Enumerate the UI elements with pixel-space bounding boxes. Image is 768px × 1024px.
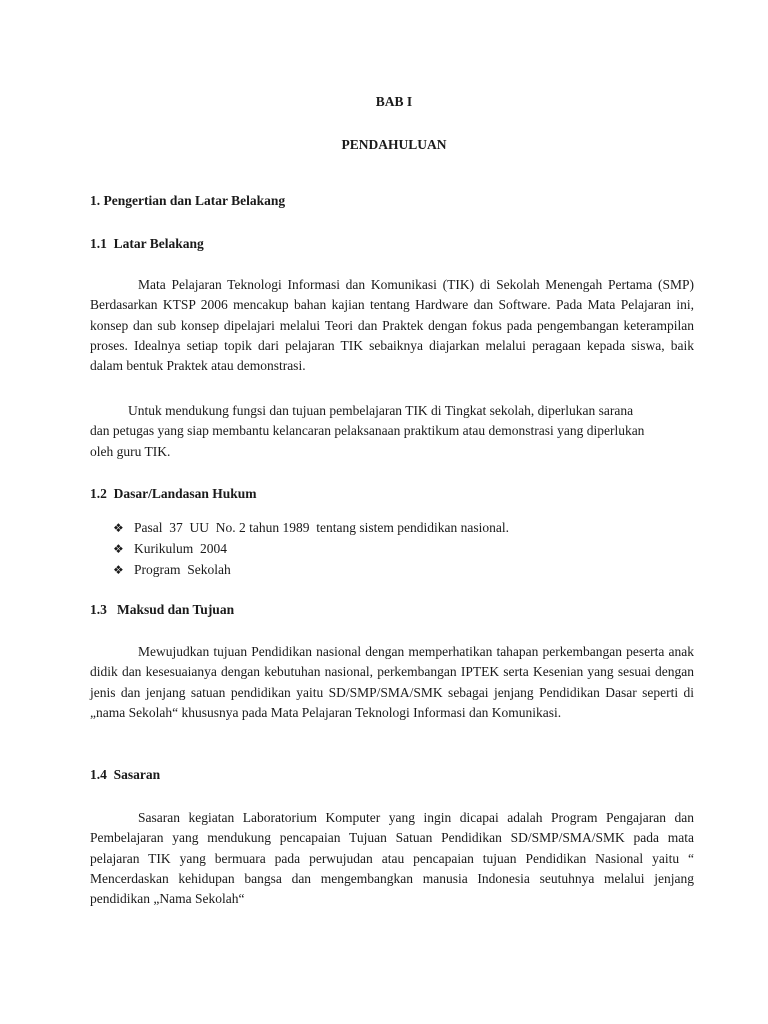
diamond-bullet-icon: ❖ bbox=[113, 563, 124, 577]
list-item bbox=[113, 517, 509, 538]
section-1-heading: 1. Pengertian dan Latar Belakang bbox=[90, 193, 286, 208]
chapter-number: BAB I bbox=[375, 94, 413, 109]
list-item bbox=[113, 538, 509, 559]
latar-belakang-paragraph-2: Untuk mendukung fungsi dan tujuan pembelajaran TIK di Tingkat sekolah, diperlukan sarana dan petugas yang siap membantu kelancaran pelaksanaan praktikum atau demonstrasi yang diperlukan oleh guru TIK. bbox=[90, 403, 645, 459]
legal-basis-list bbox=[113, 517, 509, 580]
section-1-1-heading: 1.1 Latar Belakang bbox=[90, 236, 204, 251]
sasaran-paragraph: Sasaran kegiatan Laboratorium Komputer yang ingin dicapai adalah Program Pengajaran dan Pembelajaran yang mendukung pencapaian Tujuan Satuan Pendidikan SD/SMP/SMA/SMK pada mata pelajaran TIK yang bermuara pada perwujudan atau pencapaian tujuan Pendidikan Nasional yaitu “ Mencerdaskan kehidupan bangsa dan mengembangkan manusia Indonesia seutuhnya melalui jenjang pendidikan „Nama Sekolah“ bbox=[90, 810, 694, 907]
list-item-text: Program Sekolah bbox=[134, 562, 231, 577]
maksud-tujuan-paragraph: Mewujudkan tujuan Pendidikan nasional dengan memperhatikan tahapan perkembangan peserta anak didik dan kesesuaianya dengan kebutuhan nasional, perkembangan IPTEK serta Kesenian yang sesuai dengan jenis dan jenjang satuan pendidikan yaitu SD/SMP/SMA/SMK sebagai jenjang Pendidikan Dasar seperti di „nama Sekolah“ khususnya pada Mata Pelajaran Teknologi Informasi dan Komunikasi. bbox=[90, 644, 694, 720]
section-1-2-heading: 1.2 Dasar/Landasan Hukum bbox=[90, 486, 257, 501]
diamond-bullet-icon: ❖ bbox=[113, 521, 124, 535]
diamond-bullet-icon: ❖ bbox=[113, 542, 124, 556]
list-item bbox=[113, 559, 509, 580]
list-item-text: Pasal 37 UU No. 2 tahun 1989 tentang sistem pendidikan nasional. bbox=[134, 520, 509, 535]
section-1-4-heading: 1.4 Sasaran bbox=[90, 767, 161, 782]
latar-belakang-paragraph-1: Mata Pelajaran Teknologi Informasi dan Komunikasi (TIK) di Sekolah Menengah Pertama (SMP) Berdasarkan KTSP 2006 mencakup bahan kajian tentang Hardware dan Software. Pada Mata Pelajaran ini, konsep dan sub konsep dipelajari melalui Teori dan Praktek dengan fokus pada pengembangan keterampilan proses. Idealnya setiap topik dari pelajaran TIK sebaiknya diajarkan melalui peragaan kepada siswa, baik dalam bentuk Praktek atau demonstrasi. bbox=[90, 277, 694, 374]
list-item-text: Kurikulum 2004 bbox=[134, 541, 227, 556]
chapter-title: PENDAHULUAN bbox=[341, 137, 447, 152]
section-1-3-heading: 1.3 Maksud dan Tujuan bbox=[90, 602, 235, 617]
